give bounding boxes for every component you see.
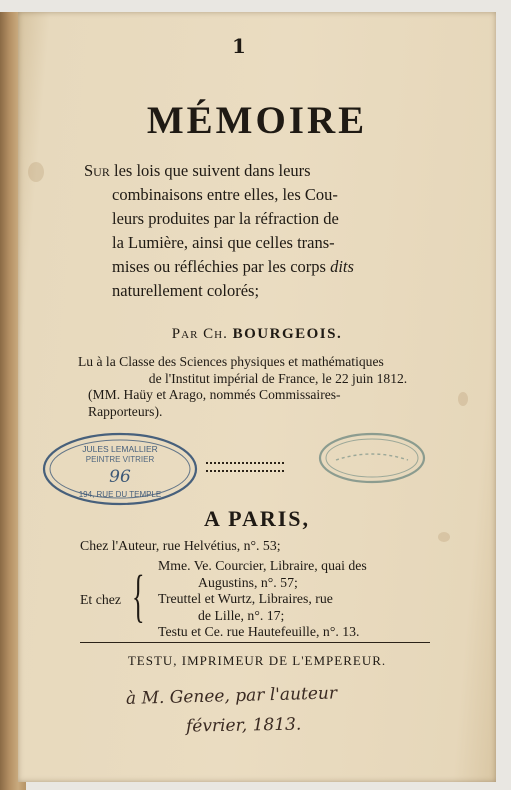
subtitle-line-1 [84, 159, 464, 183]
ornamental-divider [206, 462, 284, 472]
subtitle-line-4: la Lumière, ainsi que celles trans- [112, 233, 335, 252]
subtitle [84, 159, 464, 303]
publisher-list-line: Testu et Ce. rue Hautefeuille, n°. 13. [158, 624, 360, 639]
author-prefix: Par Ch. [171, 326, 228, 342]
publisher-et-chez: Et chez [80, 592, 121, 607]
reading-note-line: (MM. Haüy et Arago, nommés Commissaires- [88, 387, 341, 402]
foxing-stain [28, 162, 44, 182]
stamp-bottom-text: 194, RUE DU TEMPLE [78, 490, 162, 499]
publisher-list-line: Augustins, n°. 57; [198, 574, 298, 590]
subtitle-line-3: leurs produites par la réfraction de [112, 209, 339, 228]
publisher-list [158, 558, 488, 641]
horizontal-rule [80, 642, 430, 643]
subtitle-text: les lois que suivent dans leurs [113, 161, 311, 180]
subtitle-lead: Sur [84, 161, 110, 180]
subtitle-line-5 [84, 255, 464, 279]
subtitle-italic-word: dits [330, 257, 354, 276]
inscription-line-1: à M. Genee, par l'auteur [125, 683, 338, 709]
place-of-publication: A PARIS, [203, 506, 311, 531]
author-name: BOURGEOIS. [232, 326, 343, 342]
brace-icon: { [132, 563, 145, 628]
publisher-list-line: Treuttel et Wurtz, Libraires, rue [158, 591, 333, 606]
publishers-block [80, 538, 490, 639]
page-number: 1 [232, 34, 246, 58]
reading-note-line: Rapporteurs). [88, 403, 163, 419]
inscription-line-2: février, 1813. [185, 714, 302, 737]
library-stamp-right [316, 430, 428, 486]
publisher-author-line: Chez l'Auteur, rue Helvétius, n°. 53; [80, 538, 281, 553]
publisher-list-line: Mme. Ve. Courcier, Libraire, quai des [158, 558, 367, 573]
reading-note [78, 354, 478, 420]
title-page [18, 12, 496, 782]
printer-line: TESTU, IMPRIMEUR DE L'EMPEREUR. [127, 653, 387, 668]
stamp-middle-text: PEINTRE VITRIER [85, 455, 155, 464]
publisher-list-line: de Lille, n°. 17; [198, 607, 285, 623]
subtitle-text: mises ou réfléchies par les corps [112, 257, 326, 276]
subtitle-line-2: combinaisons entre elles, les Cou- [112, 185, 338, 204]
page-title: MÉMOIRE [146, 99, 368, 142]
stamp-number: 96 [109, 467, 131, 487]
reading-note-line: Lu à la Classe des Sciences physiques et mathématiques [78, 354, 384, 369]
reading-note-line: de l'Institut impérial de France, le 22 juin 1812. [148, 370, 408, 386]
author-line [18, 326, 496, 343]
stamp-top-text: JULES LEMALLIER [82, 444, 158, 454]
subtitle-line-6: naturellement colorés; [112, 281, 260, 300]
handwritten-inscription [126, 680, 426, 740]
library-stamp-left [40, 430, 200, 508]
